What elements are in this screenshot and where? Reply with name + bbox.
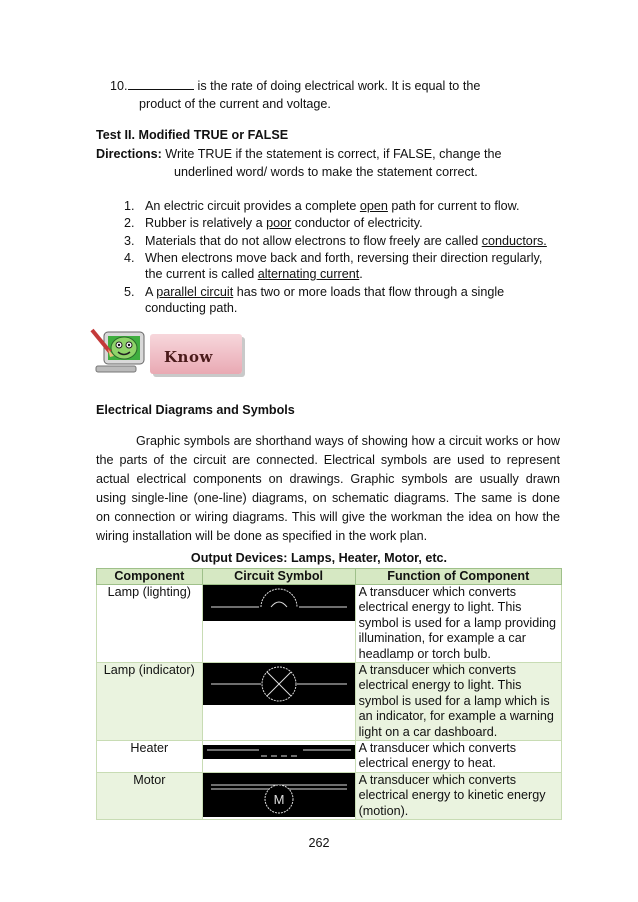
page-number: 262 — [308, 836, 330, 850]
header-circuit-symbol: Circuit Symbol — [202, 569, 355, 585]
component-cell: Lamp (lighting) — [97, 585, 203, 663]
directions-label: Directions: — [96, 147, 162, 161]
know-badge — [90, 322, 246, 378]
test-item-text: A — [145, 285, 157, 299]
symbol-cell — [202, 741, 355, 773]
test-item — [124, 215, 423, 231]
table-row — [97, 741, 562, 773]
test-item-text: An electric circuit provides a complete — [145, 199, 360, 213]
symbol-cell — [202, 772, 355, 819]
underlined-term: poor — [266, 216, 292, 230]
question-10-line2: product of the current and voltage. — [139, 97, 331, 111]
test-item-text: the current is called — [145, 267, 258, 281]
test-item-text: Rubber is relatively a — [145, 216, 267, 230]
motor-symbol-icon — [203, 773, 355, 817]
question-10 — [110, 78, 480, 94]
header-function: Function of Component — [355, 569, 561, 585]
test-item — [124, 233, 547, 249]
table-row — [97, 585, 562, 663]
computer-mascot-icon — [90, 322, 154, 378]
know-label: Know — [164, 348, 213, 366]
lamp-lighting-symbol-icon — [203, 585, 355, 621]
table-row — [97, 663, 562, 741]
paragraph-line: on connection or wiring diagrams. This will give the workman the idea on how the — [96, 510, 560, 524]
function-cell: A transducer which converts electrical energy to kinetic energy (motion). — [355, 772, 561, 819]
paragraph-line: wiring installation will be done as specified in the work plan. — [96, 529, 428, 543]
motor-symbol-letter: M — [273, 791, 285, 807]
component-cell: Lamp (indicator) — [97, 663, 203, 741]
paragraph-line: using single-line (one-line) diagrams, on schematic diagrams. The same is done — [96, 491, 560, 505]
test-item-text: conductor of electricity. — [291, 216, 423, 230]
paragraph-line: actual electrical components on drawings. Graphic symbols are usually drawn — [96, 472, 560, 486]
test-item — [124, 266, 363, 282]
underlined-term: open — [359, 199, 388, 213]
underlined-term: conductors. — [481, 234, 547, 248]
test-item — [124, 284, 504, 300]
header-component: Component — [97, 569, 203, 585]
directions-text-1: Write TRUE if the statement is correct, if FALSE, change the — [161, 147, 502, 161]
lamp-indicator-symbol-icon — [203, 663, 355, 705]
test-item — [124, 198, 520, 214]
test-item-text: . — [359, 267, 363, 281]
function-cell: A transducer which converts electrical energy to light. This symbol is used for a lamp which is an indicator, for example a warning light on a car dashboard. — [355, 663, 561, 741]
paragraph-line: Graphic symbols are shorthand ways of showing how a circuit works or how — [136, 434, 560, 448]
test-item — [124, 300, 237, 316]
test-title: Test II. Modified TRUE or FALSE — [96, 128, 289, 142]
test-item — [124, 250, 542, 266]
know-label-box — [150, 334, 242, 374]
section-title: Electrical Diagrams and Symbols — [96, 403, 295, 417]
test-item-text: path for current to flow. — [387, 199, 520, 213]
test-item-text: has two or more loads that flow through a single — [233, 285, 505, 299]
question-10-number: 10. — [110, 79, 128, 93]
paragraph-line: the parts of the circuit are connected. Electrical symbols are used to represent — [96, 453, 560, 467]
answer-blank — [128, 78, 194, 90]
test-item-number: 5. — [124, 285, 135, 299]
heater-symbol-icon — [203, 745, 355, 759]
test-item-text: Materials that do not allow electrons to flow freely are called — [145, 234, 482, 248]
underlined-term: alternating current — [257, 267, 360, 281]
test-item-text: conducting path. — [145, 301, 238, 315]
test-item-number: 4. — [124, 251, 135, 265]
test-item-number: 2. — [124, 216, 135, 230]
underlined-term: parallel circuit — [156, 285, 234, 299]
directions-text-2: underlined word/ words to make the statement correct. — [174, 165, 478, 179]
function-cell: A transducer which converts electrical energy to light. This symbol is used for a lamp providing illumination, for example a car headlamp or torch bulb. — [355, 585, 561, 663]
test-item-number: 1. — [124, 199, 135, 213]
symbol-cell — [202, 585, 355, 663]
table-caption: Output Devices: Lamps, Heater, Motor, etc. — [190, 551, 448, 565]
test-item-text: When electrons move back and forth, reversing their direction regularly, — [145, 251, 543, 265]
directions — [96, 146, 502, 162]
test-item-number: 3. — [124, 234, 135, 248]
function-cell: A transducer which converts electrical energy to heat. — [355, 741, 561, 773]
component-cell: Motor — [97, 772, 203, 819]
table-row — [97, 772, 562, 819]
question-10-line1: is the rate of doing electrical work. It is equal to the — [197, 79, 481, 93]
component-cell: Heater — [97, 741, 203, 773]
output-devices-table — [96, 568, 562, 820]
symbol-cell — [202, 663, 355, 741]
